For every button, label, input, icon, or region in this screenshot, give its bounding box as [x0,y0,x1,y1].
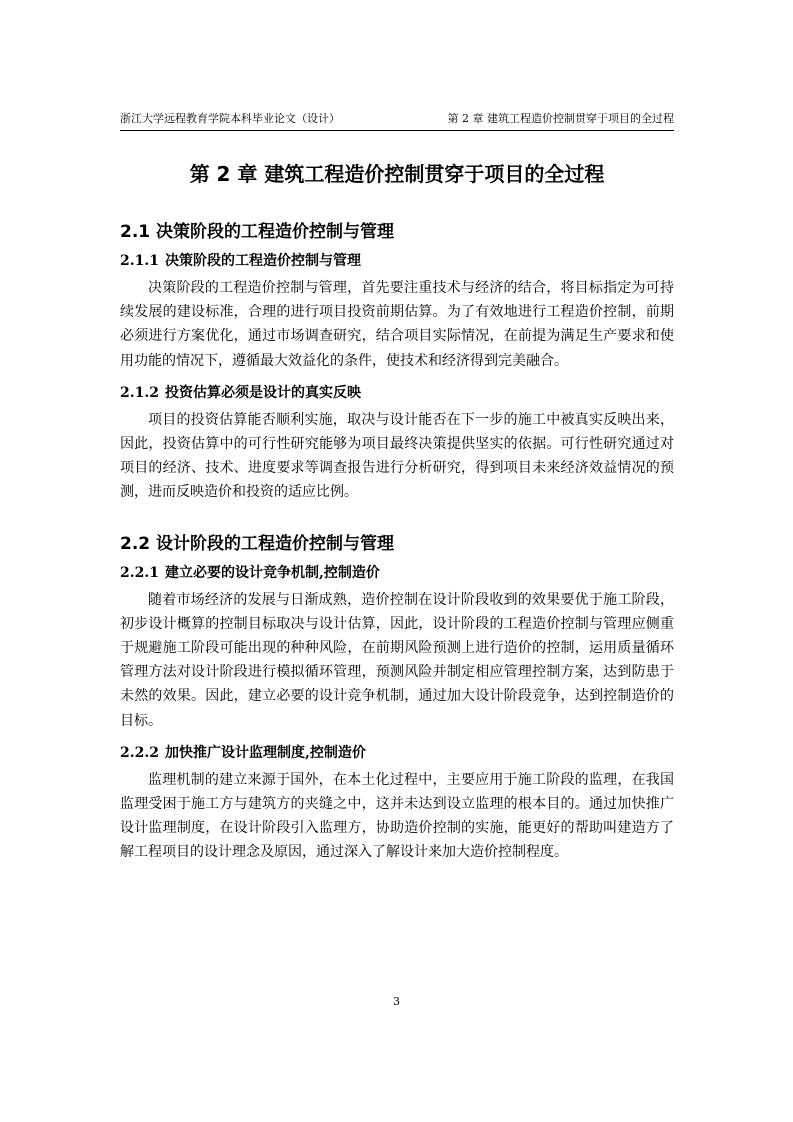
subsection-title-2-1-1 [120,251,674,271]
subsection-title-2-2-1 [120,563,674,583]
section-title-2-2: 2.2 设计阶段的工程造价控制与管理 [120,533,395,554]
paragraph-2-2-1: 随着市场经济的发展与日渐成熟，造价控制在设计阶段收到的效果要优于施工阶段，初步设计概算的控制目标取决与设计估算，因此，设计阶段的工程造价控制与管理应侧重于规避施工阶段可能出现的种种风险，在前期风险预测上进行造价的控制，运用质量循环管理方法对设计阶段进行模拟循环管理，预测风险并制定相应管理控制方案，达到防患于未然的效果。因此，建立必要的设计竞争机制，通过加大设计阶段竞争，达到控制造价的目标。 [120,591,674,729]
header-thesis-title: 浙江大学远程教育学院本科毕业论文（设计） [120,112,340,125]
subsection-text: 建立必要的设计竞争机制,控制造价 [164,564,380,581]
paragraph-2-1-2: 项目的投资估算能否顺利实施，取决与设计能否在下一步的施工中被真实反映出来，因此，投资估算中的可行性研究能够为项目最终决策提供坚实的依据。可行性研究通过对项目的经济、技术、进度要求等调查报告进行分析研究，得到项目未来经济效益情况的预测，进而反映造价和投资的适应比例。 [120,411,674,501]
page-header [120,112,674,131]
page-content [120,150,674,865]
section-title-2-1: 2.1 决策阶段的工程造价控制与管理 [120,222,395,242]
subsection-title-2-2-2 [120,743,674,763]
subsection-number: 2.1.1 [120,253,159,269]
header-chapter-title: 第 2 章 建筑工程造价控制贯穿于项目的全过程 [447,112,674,125]
subsection-text: 投资估算必须是设计的真实反映 [164,384,361,401]
subsection-text: 加快推广设计监理制度,控制造价 [164,744,366,761]
subsection-text: 决策阶段的工程造价控制与管理 [164,253,361,269]
page-number: 3 [393,995,400,1008]
subsection-title-2-1-2 [120,383,674,403]
paragraph-2-1-1: 决策阶段的工程造价控制与管理，首先要注重技术与经济的结合，将目标指定为可持续发展的建设标准，合理的进行项目投资前期估算。为了有效地进行工程造价控制，前期必须进行方案优化，通过市场调查研究，结合项目实际情况，在前提为满足生产要求和使用功能的情况下，遵循最大效益化的条件，使技术和经济得到完美融合。 [120,280,674,369]
subsection-number: 2.2.1 [120,564,159,581]
subsection-number: 2.2.2 [120,744,159,761]
subsection-number: 2.1.2 [120,384,159,401]
chapter-title: 第 2 章 建筑工程造价控制贯穿于项目的全过程 [189,162,605,186]
paragraph-2-2-2: 监理机制的建立来源于国外，在本土化过程中，主要应用于施工阶段的监理，在我国监理受困于施工方与建筑方的夹缝之中，这并未达到设立监理的根本目的。通过加快推广设计监理制度，在设计阶段引入监理方，协助造价控制的实施，能更好的帮助叫建造方了解工程项目的设计理念及原因，通过深入了解设计来加大造价控制程度。 [120,771,674,861]
